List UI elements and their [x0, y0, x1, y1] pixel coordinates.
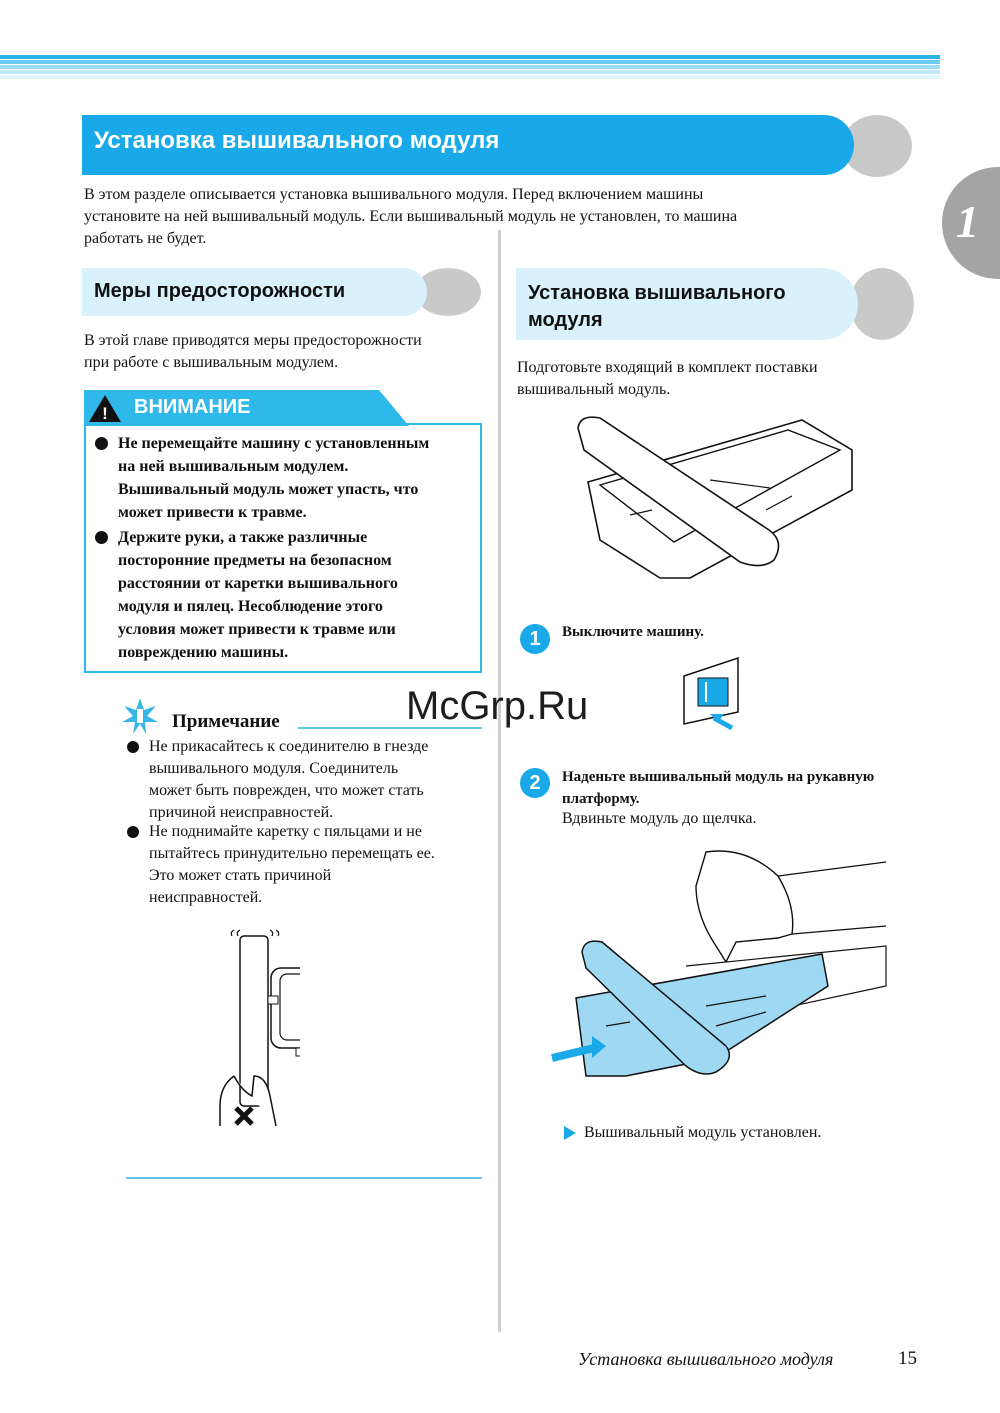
top-stripe-bar [0, 55, 940, 83]
caution-item-2: Держите руки, а также различные посторонние предметы на безопасном расстоянии от каретки вышивального модуля и пялец. Несоблюдение этого условия может привести к травме или повреждению машины. [118, 529, 398, 661]
page-number: 15 [898, 1348, 917, 1369]
watermark: McGrp.Ru [406, 684, 589, 728]
main-heading: Установка вышивального модуля [94, 127, 500, 154]
precautions-heading: Меры предосторожности [94, 280, 346, 302]
install-intro: Подготовьте входящий в комплект поставки вышивальный модуль. [517, 359, 818, 398]
heading-decor-arc [850, 268, 914, 340]
step-1-badge: 1 [520, 624, 550, 654]
note-sparkle-icon [122, 698, 158, 734]
chapter-tab [942, 167, 1000, 279]
caution-item-1: Не перемещайте машину с установленным на ней вышивальным модулем. Вышивальный модуль может упасть, что может привести к травме. [118, 435, 430, 521]
sewing-machine-with-module-illustration [546, 846, 888, 1104]
chapter-number: 1 [956, 196, 979, 247]
note-item-1: Не прикасайтесь к соединителю в гнезде вышивального модуля. Соединитель может быть поврежден, что может стать причиной неисправностей. [149, 738, 429, 821]
note-title: Примечание [172, 711, 280, 732]
precautions-intro: В этой главе приводятся меры предосторожности при работе с вышивальным модулем. [84, 332, 422, 371]
bullet-icon [95, 437, 108, 450]
note-item-2: Не поднимайте каретку с пяльцами и не пытайтесь принудительно перемещать ее. Это может стать причиной неисправностей. [149, 823, 435, 906]
result-arrow-icon [563, 1126, 577, 1140]
caution-title: ВНИМАНИЕ [134, 396, 251, 418]
hoop-handling-illustration [210, 926, 300, 1136]
svg-text:!: ! [102, 404, 108, 423]
intro-text: В этом разделе описывается установка вышивального модуля. Перед включением машины установите на ней вышивальный модуль. Если вышивальный модуль не установлен, то машина работать не будет. [84, 186, 738, 247]
bullet-icon [127, 826, 139, 838]
step-result: Вышивальный модуль установлен. [584, 1124, 822, 1141]
power-switch-illustration [680, 656, 742, 736]
step-1-title: Выключите машину. [562, 624, 704, 640]
install-heading: Установка вышивального модуля [528, 282, 786, 331]
note-bottom-rule [126, 1177, 482, 1179]
embroidery-module-illustration [570, 410, 860, 590]
bullet-icon [127, 741, 139, 753]
step-2-title: Наденьте вышивальный модуль на рукавную платформу. [562, 769, 875, 807]
footer-title: Установка вышивального модуля [578, 1349, 834, 1369]
warning-icon [88, 393, 122, 423]
bullet-icon [95, 531, 108, 544]
column-divider [498, 230, 501, 1332]
step-2-text: Вдвиньте модуль до щелчка. [562, 810, 757, 827]
step-2-badge: 2 [520, 768, 550, 798]
